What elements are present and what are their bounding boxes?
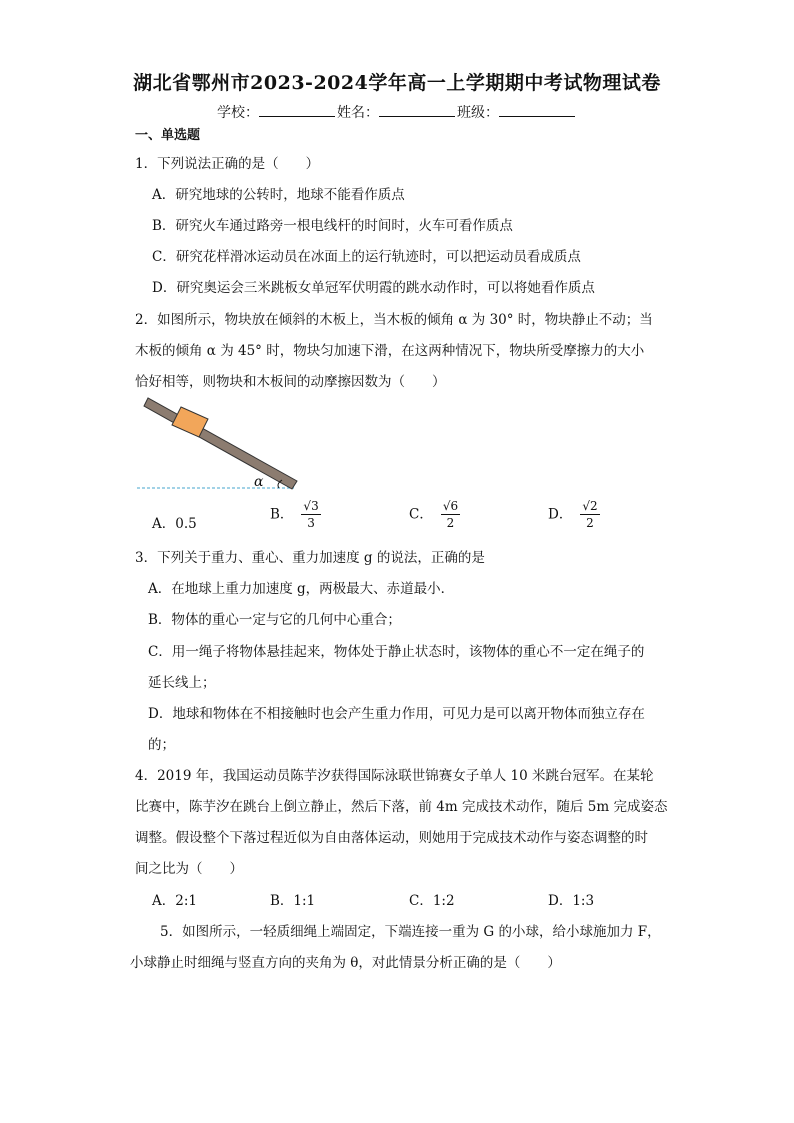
q2-option-a: A．0.5 [152,516,197,532]
q2-option-b-fraction [301,500,320,530]
q4-stem-line3: 调整。假设整个下落过程近似为自由落体运动，则她用于完成技术动作与姿态调整的时 [135,830,648,846]
q5-stem-line2: 小球静止时细绳与竖直方向的夹角为 θ，对此情景分析正确的是（ ） [130,955,561,971]
q2-option-d-fraction [580,500,599,530]
q4-stem-line4: 间之比为（ ） [135,861,243,877]
name-label: 姓名： [337,105,379,121]
q2-option-d-label: D． [548,506,573,523]
q2-option-c-fraction [441,500,460,530]
sqrt-sign: √ [442,499,451,513]
q1-stem: 1．下列说法正确的是（ ） [135,156,320,172]
q3-stem: 3．下列关于重力、重心、重力加速度 g 的说法，正确的是 [135,550,485,566]
name-blank[interactable] [379,102,455,117]
q3-option-d-line2: 的； [148,737,175,753]
q3-option-c-line2: 延长线上； [148,675,216,691]
q2-stem-line1: 2．如图所示，物块放在倾斜的木板上，当木板的倾角 α 为 30° 时，物块静止不动；当 [135,312,653,328]
q1-option-a: A．研究地球的公转时，地球不能看作质点 [152,187,405,203]
q1-option-d: D．研究奥运会三米跳板女单冠军伏明霞的跳水动作时，可以将她看作质点 [152,280,595,296]
q3-option-c-line1: C．用一绳子将物体悬挂起来，物体处于静止状态时，该物体的重心不一定在绳子的 [148,644,645,660]
angle-label: α [254,474,264,490]
q2-option-d-radicand: 2 [589,499,598,513]
student-info-line [0,102,794,122]
q4-option-b: B．1:1 [270,893,316,909]
q2-stem-line3: 恰好相等，则物块和木板间的动摩擦因数为（ ） [135,374,446,390]
q5-stem-line1: 5．如图所示，一轻质细绳上端固定，下端连接一重为 G 的小球，给小球施加力 F， [160,924,661,940]
q2-option-c-denominator: 2 [446,516,455,531]
sqrt-sign: √ [582,499,590,513]
q4-option-c: C．1:2 [409,893,455,909]
q2-option-c [409,500,460,530]
q2-option-b-radicand: 3 [311,499,319,513]
school-blank[interactable] [259,102,335,117]
sqrt-sign: √ [303,499,312,513]
exam-title: 湖北省鄂州市2023-2024学年高一上学期期中考试物理试卷 [133,72,661,94]
incline-figure [132,392,307,494]
q4-option-d: D．1:3 [548,893,595,909]
q3-option-d-line1: D．地球和物体在不相接触时也会产生重力作用，可见力是可以离开物体而独立存在 [148,706,645,722]
q2-option-d-denominator: 2 [586,516,594,531]
q2-stem-line2: 木板的倾角 α 为 45° 时，物块匀加速下滑，在这两种情况下，物块所受摩擦力的大小 [135,343,645,359]
q1-option-b: B．研究火车通过路旁一根电线杆的时间时，火车可看作质点 [152,218,513,234]
q3-option-b: B．物体的重心一定与它的几何中心重合； [148,612,401,628]
q2-option-c-label: C． [409,506,433,523]
q2-option-b-denominator: 3 [307,516,315,531]
incline-board [144,398,297,489]
class-label: 班级： [457,105,499,121]
q2-option-b [270,500,321,530]
section-heading: 一、单选题 [135,128,201,143]
q2-option-c-radicand: 6 [450,499,459,513]
class-blank[interactable] [499,102,575,117]
q2-option-d [548,500,600,530]
q1-option-c: C．研究花样滑冰运动员在冰面上的运行轨迹时，可以把运动员看成质点 [152,249,581,265]
q4-stem-line1: 4．2019 年，我国运动员陈芋汐获得国际泳联世锦赛女子单人 10 米跳台冠军。在某轮 [135,768,654,784]
school-label: 学校： [217,105,259,121]
q4-option-a: A．2:1 [152,893,197,909]
q4-stem-line2: 比赛中，陈芋汐在跳台上倒立静止，然后下落，前 4m 完成技术动作，随后 5m 完成姿态 [135,799,668,815]
q3-option-a: A．在地球上重力加速度 g，两极最大、赤道最小． [148,581,455,597]
q2-option-b-label: B． [270,506,294,523]
